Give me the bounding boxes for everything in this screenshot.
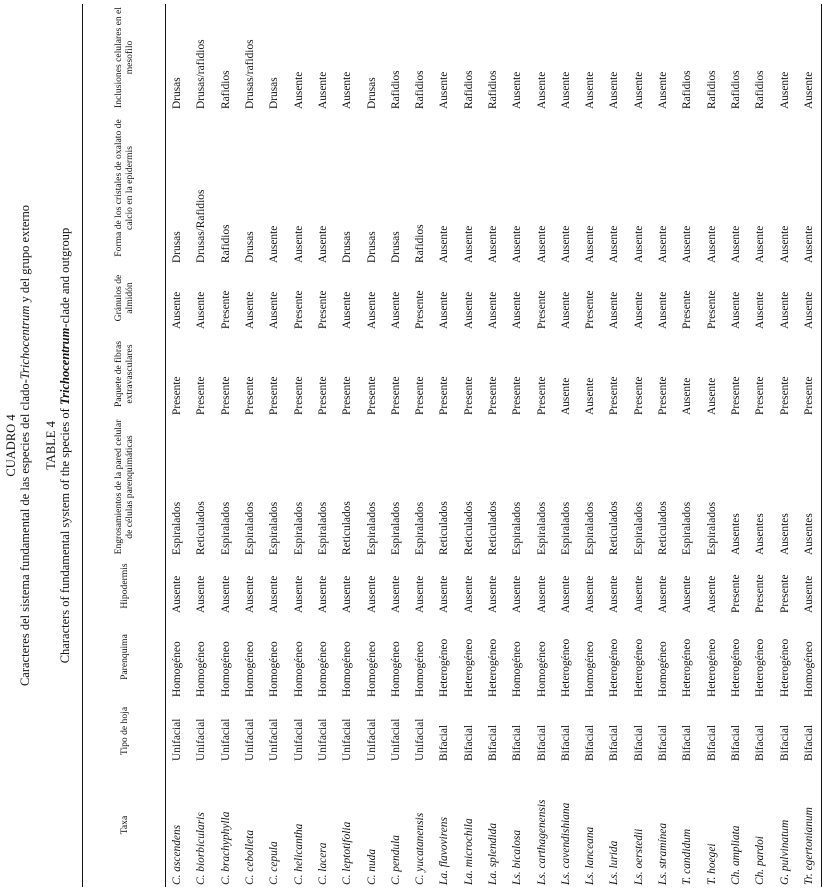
parenquima-cell: Homogéneo — [511, 641, 524, 697]
tipo-hoja-cell: Bifacial — [535, 724, 548, 761]
paquete-fibras-cell: Ausente — [584, 377, 597, 415]
inclusiones-cell: Drusas — [365, 77, 378, 109]
parenquima-cell: Homogéneo — [535, 641, 548, 697]
taxa-cell: C. ascendens — [171, 824, 184, 885]
header-engrosamientos: Engrosamientos de la pared celular de células parenquimáticas — [83, 417, 166, 557]
parenquima-cell: Homogéneo — [195, 641, 208, 697]
parenquima-cell: Heterogéneo — [778, 638, 791, 697]
taxa-cell: Ch. pardoi — [754, 836, 767, 885]
table-row — [676, 4, 700, 887]
table-row — [749, 4, 773, 887]
parenquima-cell: Homogéneo — [292, 641, 305, 697]
paquete-fibras-cell: Presente — [797, 331, 821, 417]
parenquima-cell: Heterogéneo — [438, 638, 451, 697]
taxa-cell: Ls. lurida — [608, 840, 621, 885]
inclusiones-cell: Rafidios — [462, 70, 475, 109]
table-row — [408, 4, 432, 887]
inclusiones-cell: Rafidios — [219, 70, 232, 109]
table-label: TABLE 4 — [44, 421, 58, 470]
tipo-hoja-cell: Bifacial — [632, 724, 645, 761]
tipo-hoja-cell: Unifacial — [365, 718, 378, 761]
engrosamientos-cell: Espiralados — [681, 501, 694, 555]
paquete-fibras-cell: Presente — [657, 376, 670, 415]
tipo-hoja-cell: Bifacial — [462, 724, 475, 761]
table-row — [311, 4, 335, 887]
engrosamientos-cell: Espiralados — [316, 501, 329, 555]
granulos-cell: Ausente — [244, 291, 257, 329]
granulos-cell: Presente — [535, 290, 548, 329]
taxa-cell: C. yucatanensis — [414, 812, 427, 885]
parenquima-cell: Homogéneo — [414, 641, 427, 697]
table-row — [433, 4, 457, 887]
tipo-hoja-cell: Bifacial — [487, 724, 499, 761]
english-caption — [58, 0, 73, 891]
table-row — [214, 4, 238, 887]
hipodermis-cell: Presente — [754, 574, 767, 613]
parenquima-cell: Homogéneo — [657, 641, 670, 697]
parenquima-cell: Heterogéneo — [681, 638, 694, 697]
taxa-cell: La. microchila — [462, 818, 475, 885]
hipodermis-cell: Ausente — [608, 575, 621, 613]
hipodermis-cell: Ausente — [171, 575, 184, 613]
cristales-cell: Rafidios — [414, 224, 427, 263]
hipodermis-cell: Ausente — [195, 575, 208, 613]
inclusiones-cell: Ausente — [559, 71, 572, 109]
table-row — [579, 4, 603, 887]
inclusiones-cell: Ausente — [584, 71, 597, 109]
paquete-fibras-cell: Presente — [438, 376, 451, 415]
english-caption-post: -clade and outgroup — [58, 227, 72, 328]
tipo-hoja-cell: Unifacial — [316, 718, 329, 761]
engrosamientos-cell: Espiralados — [511, 501, 524, 555]
engrosamientos-cell: Espiralados — [268, 501, 281, 555]
taxa-cell: La. splendida — [487, 822, 499, 885]
tipo-hoja-cell: Unifacial — [219, 718, 232, 761]
table-row — [797, 4, 821, 887]
paquete-fibras-cell: Presente — [292, 376, 305, 415]
taxa-cell: Ls. bicalosa — [511, 829, 524, 885]
table-row — [603, 4, 627, 887]
table-row — [287, 4, 311, 887]
inclusiones-cell: Drusas — [268, 77, 281, 109]
hipodermis-cell: Ausente — [559, 575, 572, 613]
hipodermis-cell: Ausente — [657, 575, 670, 613]
granulos-cell: Ausente — [729, 291, 742, 329]
granulos-cell: Presente — [705, 290, 718, 329]
tipo-hoja-cell: Unifacial — [414, 718, 427, 761]
engrosamientos-cell: Espiralados — [365, 501, 378, 555]
taxa-cell: Ls. cavendishiana — [559, 802, 572, 885]
parenquima-cell: Heterogéneo — [632, 638, 645, 697]
header-paquete-fibras: Paquete de fibras extravasculares — [83, 331, 166, 417]
hipodermis-cell: Ausente — [219, 575, 232, 613]
table-row — [700, 4, 724, 887]
granulos-cell: Presente — [414, 290, 427, 329]
taxa-cell: Ch. ampliata — [729, 825, 742, 885]
tipo-hoja-cell: Bifacial — [754, 724, 767, 761]
inclusiones-cell: Ausente — [797, 4, 821, 111]
paquete-fibras-cell: Presente — [535, 376, 548, 415]
tipo-hoja-cell: Unifacial — [268, 718, 281, 761]
engrosamientos-cell: Reticulados — [462, 501, 475, 555]
hipodermis-cell: Ausente — [244, 575, 257, 613]
hipodermis-cell: Ausente — [584, 575, 597, 613]
parenquima-cell: Heterogéneo — [487, 638, 499, 697]
cristales-cell: Drusas — [365, 231, 378, 263]
engrosamientos-cell: Reticulados — [657, 501, 670, 555]
taxa-cell: T. hoegei — [705, 843, 718, 885]
taxa-cell: C. cebolleta — [244, 829, 257, 885]
cristales-cell: Ausente — [438, 225, 451, 263]
hipodermis-cell: Ausente — [292, 575, 305, 613]
hipodermis-cell: Ausente — [681, 575, 694, 613]
parenquima-cell: Homogéneo — [244, 641, 257, 697]
cristales-cell: Ausente — [292, 225, 305, 263]
granulos-cell: Ausente — [195, 291, 208, 329]
english-caption-pre: Characters of fundamental system of the species of — [58, 405, 72, 664]
taxa-cell: T. candidum — [681, 828, 694, 885]
cristales-cell: Rafidios — [219, 224, 232, 263]
header-taxa: Taxa — [83, 763, 166, 887]
taxa-cell: C. helicantha — [292, 823, 305, 885]
table-row — [457, 4, 481, 887]
cristales-cell: Ausente — [511, 225, 524, 263]
inclusiones-cell: Ausente — [438, 71, 451, 109]
cristales-cell: Ausente — [608, 225, 621, 263]
engrosamientos-cell: Espiralados — [292, 501, 305, 555]
hipodermis-cell: Ausente — [487, 575, 499, 613]
engrosamientos-cell: Ausentes — [778, 513, 791, 555]
inclusiones-cell: Ausente — [608, 71, 621, 109]
table-row — [263, 4, 287, 887]
paquete-fibras-cell: Presente — [316, 376, 329, 415]
paquete-fibras-cell: Presente — [462, 376, 475, 415]
cristales-cell: Ausente — [705, 225, 718, 263]
cristales-cell: Ausente — [462, 225, 475, 263]
hipodermis-cell: Ausente — [632, 575, 645, 613]
spanish-caption — [18, 0, 33, 891]
granulos-cell: Ausente — [487, 291, 499, 329]
granulos-cell: Presente — [584, 290, 597, 329]
engrosamientos-cell: Espiralados — [535, 501, 548, 555]
parenquima-cell: Homogéneo — [171, 641, 184, 697]
taxa-cell: Ls. lanceana — [584, 826, 597, 885]
taxa-cell: Ls. oerstedii — [632, 828, 645, 885]
table-row — [506, 4, 530, 887]
table-row — [530, 4, 554, 887]
granulos-cell: Ausente — [559, 291, 572, 329]
tipo-hoja-cell: Bifacial — [778, 724, 791, 761]
header-inclusiones-celulares: Inclusiones celulares en el mesofilo — [83, 4, 166, 111]
table-row — [773, 4, 797, 887]
cristales-cell: Ausente — [487, 225, 499, 263]
paquete-fibras-cell: Presente — [487, 376, 499, 415]
table-row — [724, 4, 748, 887]
parenquima-cell: Homogéneo — [268, 641, 281, 697]
spanish-caption-post: y del grupo externo — [18, 204, 32, 306]
inclusiones-cell: Ausente — [657, 71, 670, 109]
hipodermis-cell: Ausente — [797, 557, 821, 615]
inclusiones-cell: Rafidios — [705, 70, 718, 109]
spanish-caption-genus: Trichocentrum — [18, 305, 32, 380]
granulos-cell: Ausente — [341, 291, 354, 329]
granulos-cell: Ausente — [797, 265, 821, 331]
paquete-fibras-cell: Ausente — [559, 377, 572, 415]
tipo-hoja-cell: Unifacial — [341, 718, 354, 761]
granulos-cell: Ausente — [268, 291, 281, 329]
inclusiones-cell: Rafidios — [681, 70, 694, 109]
parenquima-cell: Heterogéneo — [754, 638, 767, 697]
spanish-caption-pre: Caracteres del sistema fundamental de las especies del clado- — [18, 379, 32, 687]
inclusiones-cell: Rafidios — [729, 70, 742, 109]
cristales-cell: Drusas — [171, 231, 184, 263]
taxa-cell: Tr. egertonianum — [797, 763, 821, 887]
inclusiones-cell: Drusas/rafidios — [195, 39, 208, 109]
parenquima-cell: Heterogéneo — [729, 638, 742, 697]
granulos-cell: Ausente — [608, 291, 621, 329]
table-row — [166, 4, 190, 887]
inclusiones-cell: Ausente — [292, 71, 305, 109]
hipodermis-cell: Presente — [778, 574, 791, 613]
tipo-hoja-cell: Unifacial — [292, 718, 305, 761]
table-row — [238, 4, 262, 887]
cristales-cell: Drusas — [389, 231, 402, 263]
tipo-hoja-cell: Bifacial — [797, 699, 821, 763]
hipodermis-cell: Ausente — [535, 575, 548, 613]
engrosamientos-cell: Espiralados — [389, 501, 402, 555]
inclusiones-cell: Ausente — [316, 71, 329, 109]
parenquima-cell: Heterogéneo — [559, 638, 572, 697]
tipo-hoja-cell: Unifacial — [244, 718, 257, 761]
taxa-cell: C. cepula — [268, 841, 281, 885]
engrosamientos-cell: Espiralados — [559, 501, 572, 555]
engrosamientos-cell: Reticulados — [341, 501, 354, 555]
inclusiones-cell: Drusas/rafidios — [244, 39, 257, 109]
paquete-fibras-cell: Presente — [171, 376, 184, 415]
table-header-row — [83, 4, 166, 887]
engrosamientos-cell: Espiralados — [584, 501, 597, 555]
granulos-cell: Ausente — [511, 291, 524, 329]
inclusiones-cell: Ausente — [535, 71, 548, 109]
header-hipodermis: Hipodermis — [83, 557, 166, 615]
engrosamientos-cell: Ausentes — [729, 513, 742, 555]
parenquima-cell: Heterogéneo — [608, 638, 621, 697]
tipo-hoja-cell: Bifacial — [681, 724, 694, 761]
tipo-hoja-cell: Bifacial — [584, 724, 597, 761]
engrosamientos-cell: Espiralados — [414, 501, 427, 555]
engrosamientos-cell: Reticulados — [487, 501, 499, 555]
paquete-fibras-cell: Presente — [608, 376, 621, 415]
cristales-cell: Drusas — [341, 231, 354, 263]
table-row — [384, 4, 408, 887]
parenquima-cell: Heterogéneo — [462, 638, 475, 697]
hipodermis-cell: Ausente — [462, 575, 475, 613]
inclusiones-cell: Ausente — [341, 71, 354, 109]
parenquima-cell: Homogéneo — [584, 641, 597, 697]
inclusiones-cell: Drusas — [171, 77, 184, 109]
taxa-cell: C. lacera — [316, 842, 329, 885]
parenquima-cell: Homogéneo — [365, 641, 378, 697]
hipodermis-cell: Ausente — [389, 575, 402, 613]
cristales-cell: Drusas/Rafidios — [195, 189, 208, 263]
cristales-cell: Ausente — [754, 225, 767, 263]
paquete-fibras-cell: Presente — [268, 376, 281, 415]
tipo-hoja-cell: Unifacial — [195, 718, 208, 761]
tipo-hoja-cell: Bifacial — [608, 724, 621, 761]
parenquima-cell: Homogéneo — [341, 641, 354, 697]
taxa-cell: C. brachyphylla — [219, 811, 232, 885]
engrosamientos-cell: Espiralados — [219, 501, 232, 555]
cristales-cell: Ausente — [657, 225, 670, 263]
cristales-cell: Ausente — [632, 225, 645, 263]
granulos-cell: Presente — [681, 290, 694, 329]
inclusiones-cell: Rafidios — [754, 70, 767, 109]
granulos-cell: Presente — [292, 290, 305, 329]
granulos-cell: Ausente — [462, 291, 475, 329]
paquete-fibras-cell: Ausente — [705, 377, 718, 415]
taxa-cell: La. flavovirens — [438, 817, 451, 885]
hipodermis-cell: Ausente — [341, 575, 354, 613]
tipo-hoja-cell: Bifacial — [511, 724, 524, 761]
paquete-fibras-cell: Presente — [341, 376, 354, 415]
parenquima-cell: Homogéneo — [389, 641, 402, 697]
cuadro-label: CUADRO 4 — [4, 414, 18, 477]
taxa-cell: C. leptotifolia — [341, 821, 354, 885]
granulos-cell: Ausente — [389, 291, 402, 329]
cristales-cell: Ausente — [797, 111, 821, 265]
header-cristales-oxalato: Forma de los cristales de oxalato de calcio en la epidermis — [83, 111, 166, 265]
cristales-cell: Ausente — [681, 225, 694, 263]
table-row — [651, 4, 675, 887]
table-row — [481, 4, 505, 887]
tipo-hoja-cell: Bifacial — [438, 724, 451, 761]
cristales-cell: Ausente — [559, 225, 572, 263]
english-caption-genus: Trichocentrum — [58, 327, 72, 406]
inclusiones-cell: Ausente — [778, 71, 791, 109]
hipodermis-cell: Ausente — [511, 575, 524, 613]
paquete-fibras-cell: Presente — [632, 376, 645, 415]
granulos-cell: Ausente — [778, 291, 791, 329]
paquete-fibras-cell: Presente — [389, 376, 402, 415]
table-row — [627, 4, 651, 887]
hipodermis-cell: Ausente — [705, 575, 718, 613]
taxa-cell: C. nuda — [365, 848, 378, 885]
tipo-hoja-cell: Unifacial — [171, 718, 184, 761]
cristales-cell: Ausente — [729, 225, 742, 263]
cristales-cell: Drusas — [244, 231, 257, 263]
cristales-cell: Ausente — [535, 225, 548, 263]
paquete-fibras-cell: Presente — [244, 376, 257, 415]
parenquima-cell: Heterogéneo — [705, 638, 718, 697]
table-row — [190, 4, 214, 887]
engrosamientos-cell: Reticulados — [195, 501, 208, 555]
inclusiones-cell: Ausente — [632, 71, 645, 109]
granulos-cell: Ausente — [632, 291, 645, 329]
cristales-cell: Ausente — [584, 225, 597, 263]
cristales-cell: Ausente — [268, 225, 281, 263]
paquete-fibras-cell: Presente — [511, 376, 524, 415]
parenquima-cell: Homogéneo — [219, 641, 232, 697]
engrosamientos-cell: Espiralados — [171, 501, 184, 555]
table-body — [166, 4, 822, 887]
inclusiones-cell: Rafidios — [487, 70, 499, 109]
granulos-cell: Presente — [316, 290, 329, 329]
granulos-cell: Presente — [219, 290, 232, 329]
tipo-hoja-cell: Unifacial — [389, 718, 402, 761]
characters-table — [82, 4, 822, 887]
header-granulos-almidon: Gránulos de almidón — [83, 265, 166, 331]
taxa-cell: C. biorbicularis — [195, 812, 208, 885]
cristales-cell: Ausente — [316, 225, 329, 263]
table-row — [336, 4, 360, 887]
hipodermis-cell: Presente — [729, 574, 742, 613]
paquete-fibras-cell: Presente — [365, 376, 378, 415]
tipo-hoja-cell: Bifacial — [559, 724, 572, 761]
granulos-cell: Ausente — [438, 291, 451, 329]
hipodermis-cell: Ausente — [414, 575, 427, 613]
paquete-fibras-cell: Presente — [778, 376, 791, 415]
granulos-cell: Ausente — [365, 291, 378, 329]
hipodermis-cell: Ausente — [365, 575, 378, 613]
engrosamientos-cell: Reticulados — [438, 501, 451, 555]
hipodermis-cell: Ausente — [316, 575, 329, 613]
paquete-fibras-cell: Presente — [195, 376, 208, 415]
cristales-cell: Ausente — [778, 225, 791, 263]
header-parenquima: Parenquima — [83, 615, 166, 699]
table-row — [360, 4, 384, 887]
taxa-cell: G. pulvinatum — [778, 819, 791, 885]
paquete-fibras-cell: Ausente — [681, 377, 694, 415]
hipodermis-cell: Ausente — [438, 575, 451, 613]
table-row — [554, 4, 578, 887]
inclusiones-cell: Rafidios — [389, 70, 402, 109]
granulos-cell: Ausente — [657, 291, 670, 329]
engrosamientos-cell: Ausentes — [754, 513, 767, 555]
parenquima-cell: Homogéneo — [797, 615, 821, 699]
engrosamientos-cell: Ausentes — [797, 417, 821, 557]
engrosamientos-cell: Reticulados — [608, 501, 621, 555]
tipo-hoja-cell: Bifacial — [729, 724, 742, 761]
inclusiones-cell: Rafidios — [414, 70, 427, 109]
paquete-fibras-cell: Presente — [414, 376, 427, 415]
granulos-cell: Ausente — [171, 291, 184, 329]
tipo-hoja-cell: Bifacial — [705, 724, 718, 761]
taxa-cell: C. pendula — [389, 835, 402, 885]
granulos-cell: Ausente — [754, 291, 767, 329]
paquete-fibras-cell: Presente — [729, 376, 742, 415]
paquete-fibras-cell: Presente — [754, 376, 767, 415]
engrosamientos-cell: Espiralados — [632, 501, 645, 555]
taxa-cell: Ls. carthagenensis — [535, 799, 548, 885]
tipo-hoja-cell: Bifacial — [657, 724, 670, 761]
engrosamientos-cell: Espiralados — [705, 501, 718, 555]
paquete-fibras-cell: Presente — [219, 376, 232, 415]
hipodermis-cell: Ausente — [268, 575, 281, 613]
header-tipo-de-hoja: Tipo de hoja — [83, 699, 166, 763]
inclusiones-cell: Ausente — [511, 71, 524, 109]
engrosamientos-cell: Espiralados — [244, 501, 257, 555]
taxa-cell: Ls. stramínea — [657, 822, 670, 885]
parenquima-cell: Homogéneo — [316, 641, 329, 697]
